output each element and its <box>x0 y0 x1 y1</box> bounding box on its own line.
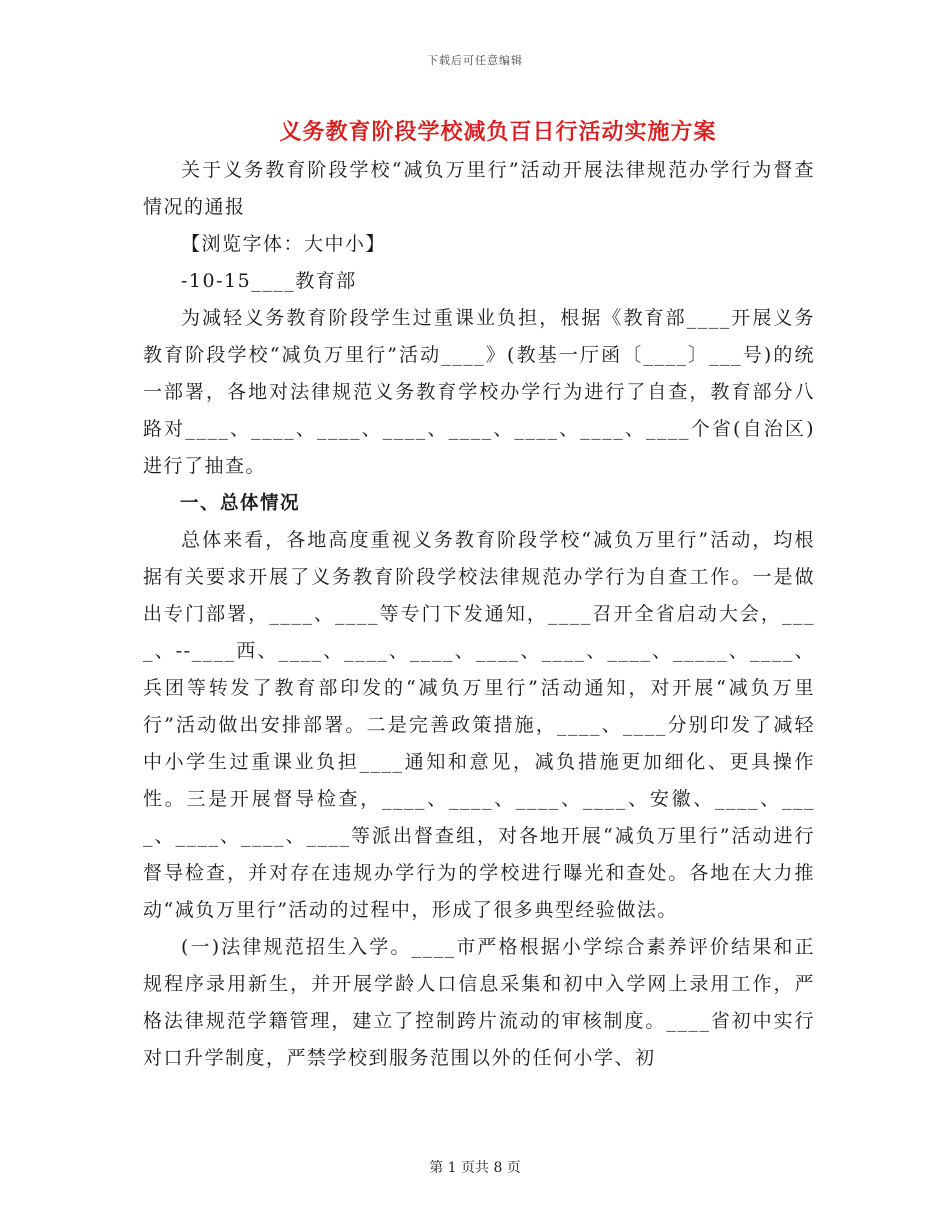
document-body <box>143 152 815 1077</box>
page-footer: 第 1 页共 8 页 <box>429 1160 521 1176</box>
intro-paragraph: 为减轻义务教育阶段学生过重课业负担，根据《教育部____开展义务教育阶段学校“减负万里行”活动____》(教基一厅函〔____〕___号)的统一部署，各地对法律规范义务教育学校办学行为进行了自查，教育部分八路对____、____、____、____、____、____、____、____个省(自治区)进行了抽查。 <box>143 307 815 477</box>
section-heading-overall: 一、总体情况 <box>180 493 301 514</box>
page-header: 下载后可任意编辑 <box>427 54 523 67</box>
overall-paragraph: 总体来看，各地高度重视义务教育阶段学校“减负万里行”活动，均根据有关要求开展了义务教育阶段学校法律规范办学行为自查工作。一是做出专门部署，____、____等专门下发通知，____召开全省启动大会，____、--____西、____、____、____、____、____、____、_____、____、兵团等转发了教育部印发的“减负万里行”活动通知，对开展“减负万里行”活动做出安排部署。二是完善政策措施，____、____分别印发了减轻中小学生过重课业负担____通知和意见，减负措施更加细化、更具操作性。三是开展督导检查，____、____、____、____、安徽、____、____、____、____、____等派出督查组，对各地开展“减负万里行”活动进行督导检查，并对存在违规办学行为的学校进行曝光和查处。各地在大力推动“减负万里行”活动的过程中，形成了很多典型经验做法。 <box>143 529 815 921</box>
enrollment-paragraph: (一)法律规范招生入学。____市严格根据小学综合素养评价结果和正规程序录用新生，并开展学龄人口信息采集和初中入学网上录用工作，严格法律规范学籍管理，建立了控制跨片流动的审核制度。____省初中实行对口升学制度，严禁学校到服务范围以外的任何小学、初 <box>143 936 815 1069</box>
date-source-line: -10-15____教育部 <box>181 270 357 292</box>
document-title: 义务教育阶段学校减负百日行活动实施方案 <box>279 120 717 145</box>
font-size-selector[interactable]: 【浏览字体：大中小】 <box>181 233 387 255</box>
notice-title-paragraph: 关于义务教育阶段学校“减负万里行”活动开展法律规范办学行为督查情况的通报 <box>143 159 815 218</box>
